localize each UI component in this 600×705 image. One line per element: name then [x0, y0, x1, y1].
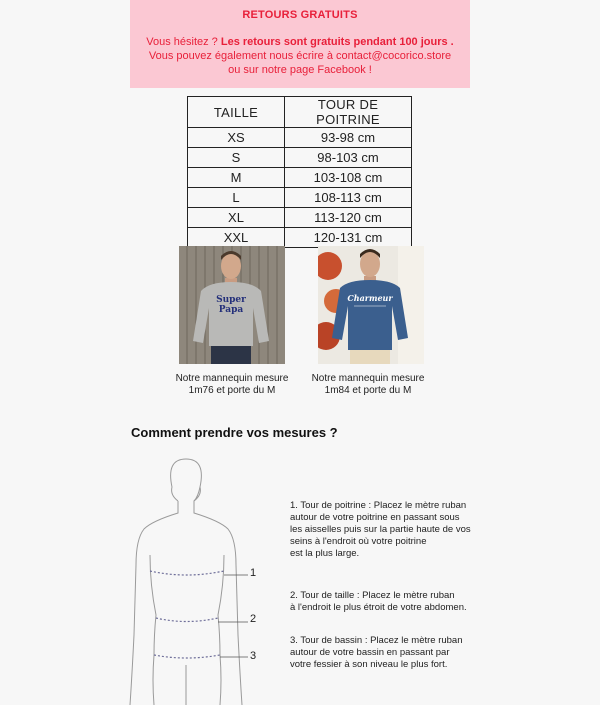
size-table [187, 96, 412, 248]
free-returns-banner [130, 0, 470, 88]
table-row [188, 208, 412, 228]
instruction-hip-line: 3. Tour de bassin : Placez le mètre ruban [290, 635, 463, 646]
banner-line-1-text: Vous hésitez ? [146, 36, 221, 48]
instruction-chest-line: seins à l'endroit où votre poitrine [290, 536, 427, 547]
chest-cell: 120-131 cm [285, 228, 412, 248]
model-caption-1-line-1: Notre mannequin mesure [175, 373, 289, 384]
waist-line [156, 618, 218, 622]
size-cell: S [188, 148, 285, 168]
table-row [188, 168, 412, 188]
chest-cell: 98-103 cm [285, 148, 412, 168]
chest-cell: 113-120 cm [285, 208, 412, 228]
banner-line-3: ou sur notre page Facebook ! [228, 64, 372, 76]
model-photo-2-illustration [318, 246, 424, 364]
header-chest: TOUR DE POITRINE [285, 97, 412, 128]
instruction-chest-line: autour de votre poitrine en passant sous [290, 512, 460, 523]
model-caption-2-line-1: Notre mannequin mesure [311, 373, 425, 384]
model-caption-1-line-2: 1m76 et porte du M [188, 385, 276, 396]
banner-line-1 [130, 35, 470, 49]
table-row [188, 148, 412, 168]
instruction-hip [290, 635, 490, 671]
instruction-waist [290, 590, 490, 614]
size-cell: XS [188, 128, 285, 148]
instruction-chest-line: les aisselles puis sur la partie haute de vos [290, 524, 471, 535]
size-cell: L [188, 188, 285, 208]
instruction-hip-line: autour de votre bassin en passant par [290, 647, 450, 658]
size-table-header [188, 97, 412, 128]
shirt-text-charmeur: Charmeur [347, 293, 393, 303]
model-caption-1 [167, 373, 297, 397]
measure-title: Comment prendre vos mesures ? [131, 425, 338, 440]
model-photo-1 [179, 246, 285, 364]
banner-title: RETOURS GRATUITS [242, 9, 358, 21]
measure-label-3: 3 [250, 650, 257, 662]
instruction-waist-line: 2. Tour de taille : Placez le mètre ruban [290, 590, 455, 601]
size-cell: XL [188, 208, 285, 228]
table-row [188, 188, 412, 208]
table-row [188, 128, 412, 148]
banner-line-1-bold: Les retours sont gratuits pendant 100 jours . [220, 36, 454, 48]
header-size: TAILLE [188, 97, 285, 128]
instruction-chest-line: 1. Tour de poitrine : Placez le mètre ruban [290, 500, 467, 511]
instruction-chest [290, 500, 490, 560]
measure-label-2: 2 [250, 613, 257, 625]
size-cell: XXL [188, 228, 285, 248]
body-outline-diagram [120, 455, 270, 705]
model-photo-2 [318, 246, 424, 364]
banner-line-2: Vous pouvez également nous écrire à contact@cocorico.store [148, 50, 452, 62]
model-caption-2 [303, 373, 433, 397]
chest-cell: 103-108 cm [285, 168, 412, 188]
model-photo-1-illustration [179, 246, 285, 364]
table-row [188, 228, 412, 248]
instruction-chest-line: est la plus large. [290, 548, 360, 559]
chest-cell: 93-98 cm [285, 128, 412, 148]
shirt-text-super: Super [216, 295, 246, 305]
chest-cell: 108-113 cm [285, 188, 412, 208]
chest-line [150, 571, 224, 575]
measure-label-1: 1 [250, 567, 257, 579]
shirt-text-papa: Papa [218, 305, 244, 315]
instruction-hip-line: votre fessier à son niveau le plus fort. [290, 659, 448, 670]
instruction-waist-line: à l'endroit le plus étroit de votre abdomen. [290, 602, 467, 613]
hip-line [154, 655, 220, 658]
size-cell: M [188, 168, 285, 188]
model-caption-2-line-2: 1m84 et porte du M [324, 385, 412, 396]
